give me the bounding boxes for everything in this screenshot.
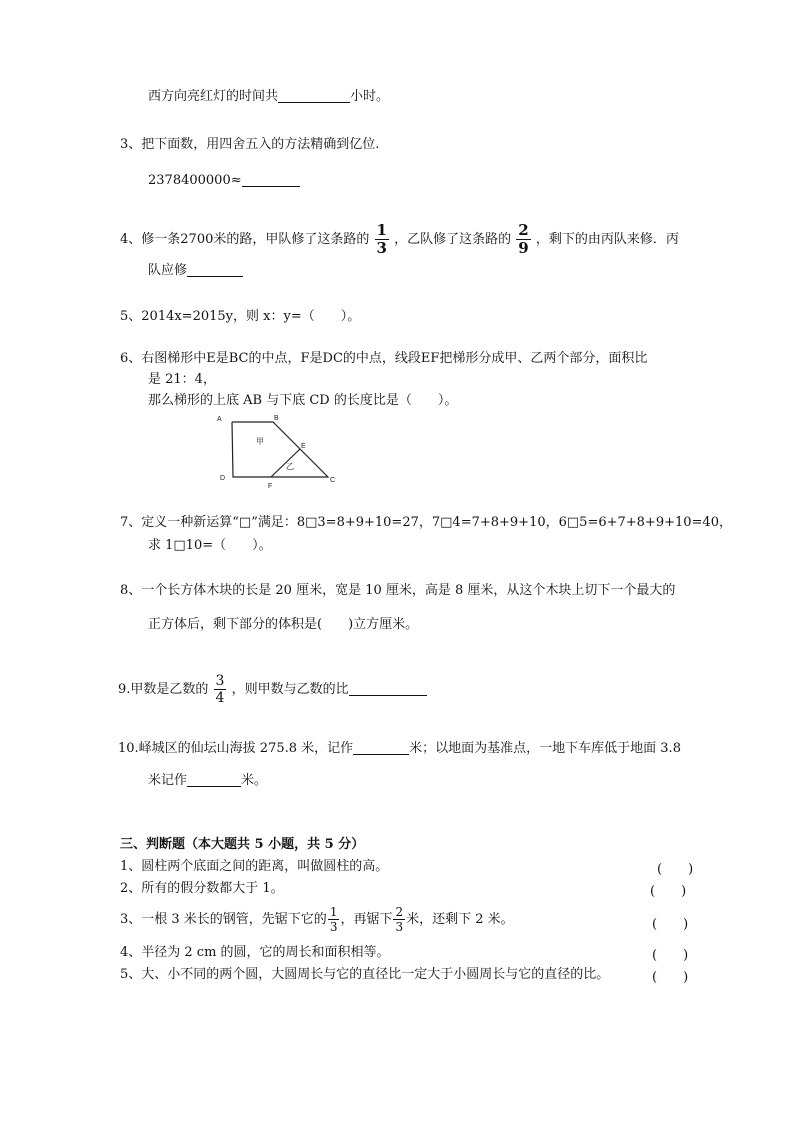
q2-text: 西方向亮红灯的时间共 <box>148 89 279 104</box>
q8-line1: 8、一个长方体木块的长是 20 厘米，宽是 10 厘米，高是 8 厘米，从这个木块上切下一个最大的 <box>120 583 676 598</box>
label-f: F <box>268 483 273 490</box>
q4-line2 <box>148 262 243 280</box>
q2-continuation <box>148 88 389 106</box>
label-jia: 甲 <box>256 437 264 446</box>
label-c: C <box>330 477 336 484</box>
judge-item-4: 4、半径为 2 cm 的圆，它的周长和面积相等。 <box>120 945 390 960</box>
judge-3-fraction-1: $\frac{1}{3}$ <box>329 905 338 934</box>
q10-answer-blank-2[interactable] <box>187 772 241 787</box>
q4-fraction-2: $\frac{2}{9}$ <box>518 221 529 257</box>
section3-title: 三、判断题（本大题共 5 小题，共 5 分） <box>120 837 365 852</box>
q10-text-1: 10.峄城区的仙坛山海拔 275.8 米，记作 <box>118 741 354 756</box>
judge-3-text-1: 3、一根 3 米长的钢管，先锯下它的 <box>120 912 327 927</box>
q5-question: 5、2014x=2015y，则 x：y=（ ）。 <box>120 309 361 324</box>
judge-item-1: 1、圆柱两个底面之间的距离，叫做圆柱的高。 <box>120 859 389 874</box>
q4-text-2: ，乙队修了这条路的 <box>394 232 512 247</box>
judge-paren-5[interactable]: ( ) <box>652 970 689 985</box>
q10-line2 <box>148 772 267 790</box>
judge-3-text-3: 米，还剩下 2 米。 <box>406 912 514 927</box>
q3-number: 2378400000≈ <box>148 173 242 188</box>
judge-paren-1[interactable]: ( ) <box>657 862 694 877</box>
q4-answer-blank[interactable] <box>187 262 243 277</box>
q9-answer-blank[interactable] <box>349 681 427 696</box>
judge-3-text-2: ，再锯下 <box>340 912 393 927</box>
q10-text-4: 米。 <box>241 773 268 788</box>
q3-question: 3、把下面数，用四舍五入的方法精确到亿位. <box>120 137 380 152</box>
label-e: E <box>301 443 306 450</box>
q6-line1: 6、右图梯形中E是BC的中点，F是DC的中点，线段EF把梯形分成甲、乙两个部分，面积比 <box>120 351 648 366</box>
label-d: D <box>220 475 226 482</box>
q8-line2: 正方体后，剩下部分的体积是( )立方厘米。 <box>148 617 419 632</box>
q10-text-2: 米；以地面为基准点，一地下车库低于地面 3.8 <box>409 741 681 756</box>
q4-fraction-1: $\frac{1}{3}$ <box>376 221 387 257</box>
judge-paren-3[interactable]: ( ) <box>652 917 689 932</box>
q3-expression <box>148 172 300 190</box>
q2-suffix: 小时。 <box>350 89 390 104</box>
q10-answer-blank-1[interactable] <box>353 740 409 755</box>
q4-text-1: 4、修一条2700米的路，甲队修了这条路的 <box>120 232 370 247</box>
q4-text-3: ，剩下的由丙队来修．丙 <box>535 232 679 247</box>
judge-item-2: 2、所有的假分数都大于 1。 <box>120 881 284 896</box>
q6-line3: 那么梯形的上底 AB 与下底 CD 的长度比是（ ）。 <box>148 393 458 408</box>
judge-3-fraction-2: $\frac{2}{3}$ <box>395 905 404 934</box>
q7-line1: 7、定义一种新运算“□”满足：8□3=8+9+10=27，7□4=7+8+9+10，6□5=6+7+8+9+10=40， <box>120 515 732 530</box>
q10-text-3: 米记作 <box>148 773 188 788</box>
trapezoid-figure <box>213 414 338 490</box>
q3-answer-blank[interactable] <box>242 172 300 187</box>
q9-text-2: ，则甲数与乙数的比 <box>231 682 349 697</box>
q2-answer-blank[interactable] <box>278 88 350 103</box>
q7-line2: 求 1□10=（ ）。 <box>148 538 272 553</box>
judge-item-5: 5、大、小不同的两个圆，大圆周长与它的直径比一定大于小圆周长与它的直径的比。 <box>120 967 610 982</box>
q9-question <box>118 672 427 708</box>
label-a: A <box>217 416 222 423</box>
q6-line2: 是 21：4， <box>148 372 216 387</box>
judge-paren-2[interactable]: ( ) <box>650 884 687 899</box>
label-yi: 乙 <box>286 462 294 471</box>
q10-line1 <box>118 740 681 758</box>
label-b: B <box>274 415 279 422</box>
judge-item-3 <box>120 904 514 936</box>
judge-paren-4[interactable]: ( ) <box>652 948 689 963</box>
q9-text-1: 9.甲数是乙数的 <box>118 682 209 697</box>
q9-fraction: $\frac{3}{4}$ <box>215 673 225 706</box>
q4-text-4: 队应修 <box>148 263 188 278</box>
q4-question <box>120 222 679 258</box>
